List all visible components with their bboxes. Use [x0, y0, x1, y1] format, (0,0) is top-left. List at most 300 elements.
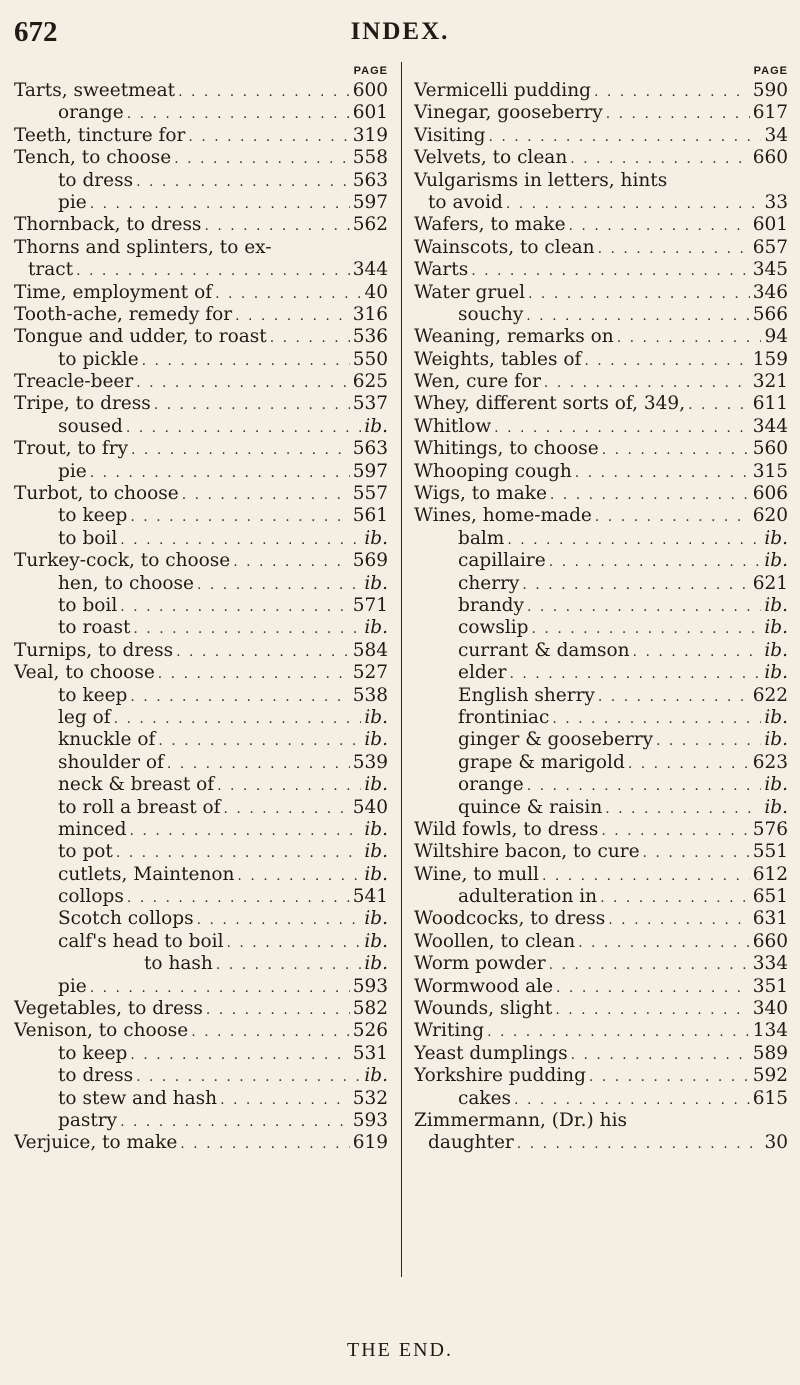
dot-leader: [549, 954, 750, 975]
dot-leader: [176, 641, 350, 662]
dot-leader: [532, 618, 762, 639]
entry-label: calf's head to boil: [58, 930, 224, 952]
entry-label: souchy: [458, 303, 524, 325]
dot-leader: [556, 977, 750, 998]
index-entry: [414, 147, 788, 169]
dot-leader: [598, 686, 750, 707]
entry-label: Worm powder: [414, 953, 546, 975]
entry-label: to roast: [58, 617, 131, 639]
entry-page-number: 569: [352, 550, 388, 572]
column-header-page: PAGE: [753, 65, 788, 77]
dot-leader: [656, 730, 761, 751]
entry-label: Turbot, to choose: [14, 483, 179, 505]
dot-leader: [542, 865, 750, 886]
entry-page-number: 536: [352, 326, 388, 348]
index-entry: [414, 349, 788, 371]
index-entry: [14, 550, 388, 572]
entry-label: Woodcocks, to dress: [414, 908, 606, 930]
entry-page-number: ib.: [764, 774, 788, 796]
index-entry: [14, 886, 388, 908]
dot-leader: [507, 529, 761, 550]
dot-leader: [589, 1066, 750, 1087]
entry-page-number: 40: [364, 281, 388, 303]
entry-label: balm: [458, 527, 505, 549]
entry-label: hen, to choose: [58, 572, 194, 594]
dot-leader: [133, 618, 361, 639]
index-entry: [14, 707, 388, 729]
entry-label: cherry: [458, 572, 520, 594]
entry-label: Wounds, slight: [414, 998, 553, 1020]
entry-page-number: 589: [752, 1042, 788, 1064]
dot-leader: [120, 596, 349, 617]
entry-label: currant & damson: [458, 639, 630, 661]
entry-page-number: 340: [752, 998, 788, 1020]
entry-page-number: 623: [752, 751, 788, 773]
entry-page-number: ib.: [364, 774, 388, 796]
column-divider: [401, 62, 402, 1277]
entry-page-number: ib.: [364, 1065, 388, 1087]
dot-leader: [227, 932, 362, 953]
dot-leader: [569, 215, 750, 236]
entry-page-number: 560: [752, 438, 788, 460]
index-entry: [414, 886, 788, 908]
dot-leader: [120, 1111, 350, 1132]
index-entry: [14, 998, 388, 1020]
dot-leader: [471, 260, 749, 281]
entry-page-number: ib.: [364, 930, 388, 952]
dot-leader: [595, 506, 750, 527]
entry-page-number: ib.: [364, 527, 388, 549]
entry-label: brandy: [458, 594, 524, 616]
entry-label: daughter: [428, 1132, 514, 1154]
running-head: INDEX.: [350, 18, 450, 45]
dot-leader: [224, 798, 350, 819]
entry-label: Time, employment of: [14, 281, 213, 303]
index-entry: [414, 752, 788, 774]
entry-label: pie: [58, 975, 87, 997]
dot-leader: [584, 350, 749, 371]
dot-leader: [136, 372, 349, 393]
entry-page-number: 315: [752, 460, 788, 482]
entry-page-number: 601: [352, 102, 388, 124]
entry-page-number: 527: [352, 662, 388, 684]
index-entry: [414, 595, 788, 617]
index-entry: [14, 282, 388, 304]
index-entry: [14, 640, 388, 662]
entry-page-number: 558: [352, 147, 388, 169]
index-entry: [414, 461, 788, 483]
index-entry: [414, 976, 788, 998]
index-entry: [414, 617, 788, 639]
entry-page-number: 351: [752, 975, 788, 997]
entry-page-number: ib.: [764, 662, 788, 684]
dot-leader: [217, 775, 361, 796]
entry-page-number: 660: [752, 147, 788, 169]
entry-page-number: 34: [764, 124, 788, 146]
index-entry: [14, 864, 388, 886]
dot-leader: [570, 148, 749, 169]
entry-label: shoulder of: [58, 751, 164, 773]
entry-label: Vermicelli pudding: [414, 80, 591, 101]
entry-label: Wigs, to make: [414, 483, 547, 505]
entry-page-number: 159: [752, 348, 788, 370]
dot-leader: [487, 1021, 750, 1042]
dot-leader: [270, 327, 350, 348]
entry-page-number: 657: [752, 236, 788, 258]
dot-leader: [601, 820, 749, 841]
entry-page-number: ib.: [764, 796, 788, 818]
entry-label: Wainscots, to clean: [414, 236, 595, 258]
dot-leader: [237, 865, 361, 886]
index-entry: [14, 976, 388, 998]
entry-label: Wiltshire bacon, to cure: [414, 841, 640, 863]
entry-label: leg of: [58, 706, 111, 728]
index-entry: [14, 214, 388, 236]
entry-page-number: 551: [752, 841, 788, 863]
entry-page-number: ib.: [364, 572, 388, 594]
entry-page-number: 563: [352, 169, 388, 191]
index-entry: [14, 1132, 388, 1154]
entry-label: Whitlow: [414, 415, 492, 437]
entry-label: Weaning, remarks on: [414, 326, 614, 348]
entry-label: minced: [58, 818, 127, 840]
entry-label: cakes: [458, 1087, 512, 1109]
dot-leader: [127, 103, 350, 124]
dot-leader: [517, 1133, 762, 1154]
dot-leader: [178, 81, 350, 102]
dot-leader: [136, 1066, 361, 1087]
entry-page-number: 541: [352, 886, 388, 908]
dot-leader: [617, 327, 762, 348]
entry-label: Water gruel: [414, 281, 526, 303]
entry-page-number: 531: [352, 1042, 388, 1064]
dot-leader: [549, 551, 762, 572]
dot-leader: [688, 394, 750, 415]
dot-leader: [204, 215, 349, 236]
dot-leader: [90, 462, 350, 483]
dot-leader: [167, 753, 350, 774]
index-entry: [414, 237, 788, 259]
entry-page-number: 597: [352, 460, 388, 482]
column-header-page: PAGE: [353, 65, 388, 77]
index-entry: [414, 259, 788, 281]
index-entry: [414, 1088, 788, 1110]
entry-page-number: 321: [752, 371, 788, 393]
index-entry: [414, 416, 788, 438]
index-entry: [414, 102, 788, 124]
entry-page-number: 593: [352, 975, 388, 997]
entry-page-number: 526: [352, 1020, 388, 1042]
entry-page-number: 584: [352, 639, 388, 661]
index-column-left: [14, 62, 388, 1155]
entry-label: to keep: [58, 684, 128, 706]
entry-label: pie: [58, 460, 87, 482]
index-entry: [14, 774, 388, 796]
index-entry: [414, 528, 788, 550]
dot-leader: [594, 81, 750, 102]
dot-leader: [605, 798, 761, 819]
dot-leader: [575, 462, 750, 483]
index-entry: [14, 685, 388, 707]
index-entry: [14, 371, 388, 393]
entry-label: Velvets, to clean: [414, 147, 568, 169]
dot-leader: [235, 305, 350, 326]
entry-label: Tench, to choose: [14, 147, 172, 169]
dot-leader: [216, 954, 362, 975]
entry-page-number: 606: [752, 483, 788, 505]
dot-leader: [191, 1021, 349, 1042]
entry-page-number: 576: [752, 818, 788, 840]
dot-leader: [233, 551, 349, 572]
entry-label: Yeast dumplings: [414, 1042, 568, 1064]
index-entry: [414, 908, 788, 930]
entry-page-number: ib.: [364, 729, 388, 751]
dot-leader: [643, 842, 750, 863]
entry-page-number: 597: [352, 191, 388, 213]
entry-page-number: 612: [752, 863, 788, 885]
index-entry: [14, 953, 388, 975]
entry-label: to keep: [58, 505, 128, 527]
entry-label: frontiniac: [458, 706, 550, 728]
dot-leader: [527, 596, 761, 617]
index-entry: [414, 662, 788, 684]
dot-leader: [114, 708, 362, 729]
dot-leader: [130, 820, 362, 841]
index-entry: [414, 214, 788, 236]
entry-page-number: ib.: [364, 953, 388, 975]
dot-leader: [488, 126, 761, 147]
entry-label: quince & raisin: [458, 796, 603, 818]
entry-label: to boil: [58, 527, 118, 549]
entry-page-number: 566: [752, 303, 788, 325]
index-entry: [414, 931, 788, 953]
entry-page-number: 538: [352, 684, 388, 706]
dot-leader: [602, 439, 750, 460]
index-entry: [14, 1065, 388, 1087]
entry-label: to stew and hash: [58, 1087, 218, 1109]
dot-leader: [600, 887, 750, 908]
index-entry: [14, 438, 388, 460]
index-entry: [414, 304, 788, 326]
index-entry: [14, 461, 388, 483]
entry-label: Tarts, sweetmeat: [14, 80, 176, 101]
entry-page-number: 571: [352, 594, 388, 616]
dot-leader: [120, 529, 361, 550]
entry-page-number: ib.: [764, 527, 788, 549]
entry-label: Vulgarisms in letters, hints: [414, 169, 668, 191]
entry-page-number: 334: [752, 953, 788, 975]
dot-leader: [555, 999, 749, 1020]
index-entry: [14, 841, 388, 863]
index-entry: [14, 237, 388, 259]
dot-leader: [628, 753, 750, 774]
entry-label: Venison, to choose: [14, 1020, 189, 1042]
index-entry: [14, 505, 388, 527]
index-entry: [414, 1110, 788, 1132]
index-entry: [414, 729, 788, 751]
index-entry: [14, 349, 388, 371]
entry-page-number: 617: [752, 102, 788, 124]
entry-label: to pickle: [58, 348, 139, 370]
dot-leader: [130, 1044, 349, 1065]
entry-page-number: 622: [752, 684, 788, 706]
entry-page-number: 557: [352, 483, 388, 505]
entry-page-number: 615: [752, 1087, 788, 1109]
index-entry: [14, 797, 388, 819]
dot-leader: [598, 238, 750, 259]
entry-label: Wines, home-made: [414, 505, 592, 527]
index-entry: [14, 1088, 388, 1110]
index-entry: [414, 371, 788, 393]
dot-leader: [180, 1133, 349, 1154]
entry-label: Veal, to choose: [14, 662, 155, 684]
entry-label: elder: [458, 662, 507, 684]
dot-leader: [571, 1044, 750, 1065]
index-entry: [14, 483, 388, 505]
index-entry: [414, 438, 788, 460]
entry-label: collops: [58, 886, 124, 908]
index-entry: [14, 752, 388, 774]
entry-page-number: 30: [764, 1132, 788, 1154]
entry-page-number: 563: [352, 438, 388, 460]
dot-leader: [215, 283, 361, 304]
entry-label: adulteration in: [458, 886, 598, 908]
right-entries: [414, 80, 788, 1155]
entry-page-number: 582: [352, 998, 388, 1020]
entry-label: capillaire: [458, 550, 546, 572]
dot-leader: [116, 842, 361, 863]
entry-page-number: 532: [352, 1087, 388, 1109]
entry-label: to boil: [58, 594, 118, 616]
dot-leader: [494, 417, 750, 438]
entry-page-number: 562: [352, 214, 388, 236]
entry-label: Verjuice, to make: [14, 1132, 178, 1154]
dot-leader: [90, 977, 350, 998]
entry-page-number: ib.: [764, 729, 788, 751]
index-entry: [414, 125, 788, 147]
entry-page-number: 651: [752, 886, 788, 908]
dot-leader: [131, 439, 350, 460]
entry-label: Trout, to fry: [14, 438, 129, 460]
entry-label: tract: [28, 259, 74, 281]
entry-label: Wild fowls, to dress: [414, 818, 599, 840]
entry-page-number: 344: [352, 259, 388, 281]
entry-label: pastry: [58, 1109, 118, 1131]
dot-leader: [142, 350, 350, 371]
entry-page-number: ib.: [764, 617, 788, 639]
entry-page-number: 537: [352, 393, 388, 415]
entry-label: Weights, tables of: [414, 348, 582, 370]
dot-leader: [526, 305, 749, 326]
index-entry: [14, 170, 388, 192]
entry-page-number: 550: [352, 348, 388, 370]
dot-leader: [550, 484, 750, 505]
index-entry: [14, 908, 388, 930]
dot-leader: [606, 103, 750, 124]
entry-label: neck & breast of: [58, 774, 215, 796]
dot-leader: [220, 1089, 350, 1110]
entry-page-number: ib.: [364, 818, 388, 840]
entry-label: Whey, different sorts of, 349,: [414, 393, 686, 415]
index-entry: [414, 550, 788, 572]
entry-page-number: 319: [352, 124, 388, 146]
entry-page-number: ib.: [764, 706, 788, 728]
dot-leader: [126, 417, 362, 438]
entry-page-number: ib.: [764, 639, 788, 661]
entry-label: orange: [58, 102, 124, 124]
index-entry: [14, 393, 388, 415]
dot-leader: [552, 708, 761, 729]
entry-label: Yorkshire pudding: [414, 1065, 586, 1087]
entry-page-number: 33: [764, 191, 788, 213]
index-entry: [14, 662, 388, 684]
dot-leader: [608, 909, 749, 930]
index-entry: [14, 125, 388, 147]
index-entry: [14, 617, 388, 639]
entry-label: Vegetables, to dress: [14, 998, 203, 1020]
entry-page-number: 631: [752, 908, 788, 930]
index-entry: [14, 326, 388, 348]
index-entry: [14, 1110, 388, 1132]
entry-page-number: 94: [764, 326, 788, 348]
entry-label: to avoid: [428, 191, 503, 213]
entry-label: knuckle of: [58, 729, 156, 751]
entry-label: English sherry: [458, 684, 595, 706]
entry-page-number: 590: [752, 80, 788, 101]
entry-label: Scotch collops: [58, 908, 194, 930]
index-entry: [414, 841, 788, 863]
entry-label: to pot: [58, 841, 113, 863]
page-number: 672: [14, 16, 58, 48]
index-entry: [14, 819, 388, 841]
index-entry: [414, 80, 788, 102]
entry-label: to hash: [144, 953, 213, 975]
index-entry: [14, 595, 388, 617]
index-entry: [414, 282, 788, 304]
dot-leader: [130, 506, 349, 527]
index-entry: [14, 80, 388, 102]
entry-page-number: 345: [752, 259, 788, 281]
entry-label: Thornback, to dress: [14, 214, 202, 236]
entry-label: Vinegar, gooseberry: [414, 102, 603, 124]
index-entry: [414, 953, 788, 975]
entry-label: Turnips, to dress: [14, 639, 174, 661]
entry-page-number: 660: [752, 930, 788, 952]
index-entry: [414, 640, 788, 662]
entry-page-number: ib.: [364, 908, 388, 930]
entry-label: Whitings, to choose: [414, 438, 599, 460]
dot-leader: [527, 775, 762, 796]
entry-label: pie: [58, 191, 87, 213]
entry-label: cowslip: [458, 617, 529, 639]
entry-label: Writing: [414, 1020, 485, 1042]
entry-label: grape & marigold: [458, 751, 625, 773]
entry-label: Wen, cure for: [414, 371, 541, 393]
entry-label: Visiting: [414, 124, 486, 146]
index-entry: [14, 259, 388, 281]
dot-leader: [76, 260, 350, 281]
dot-leader: [182, 484, 350, 505]
entry-label: Warts: [414, 259, 469, 281]
index-entry: [14, 1043, 388, 1065]
entry-label: Wine, to mull: [414, 863, 539, 885]
entry-label: orange: [458, 774, 524, 796]
entry-label: Thorns and splinters, to ex-: [14, 236, 272, 258]
entry-label: Tongue and udder, to roast: [14, 326, 267, 348]
index-entry: [14, 102, 388, 124]
dot-leader: [127, 887, 350, 908]
dot-leader: [514, 1089, 750, 1110]
